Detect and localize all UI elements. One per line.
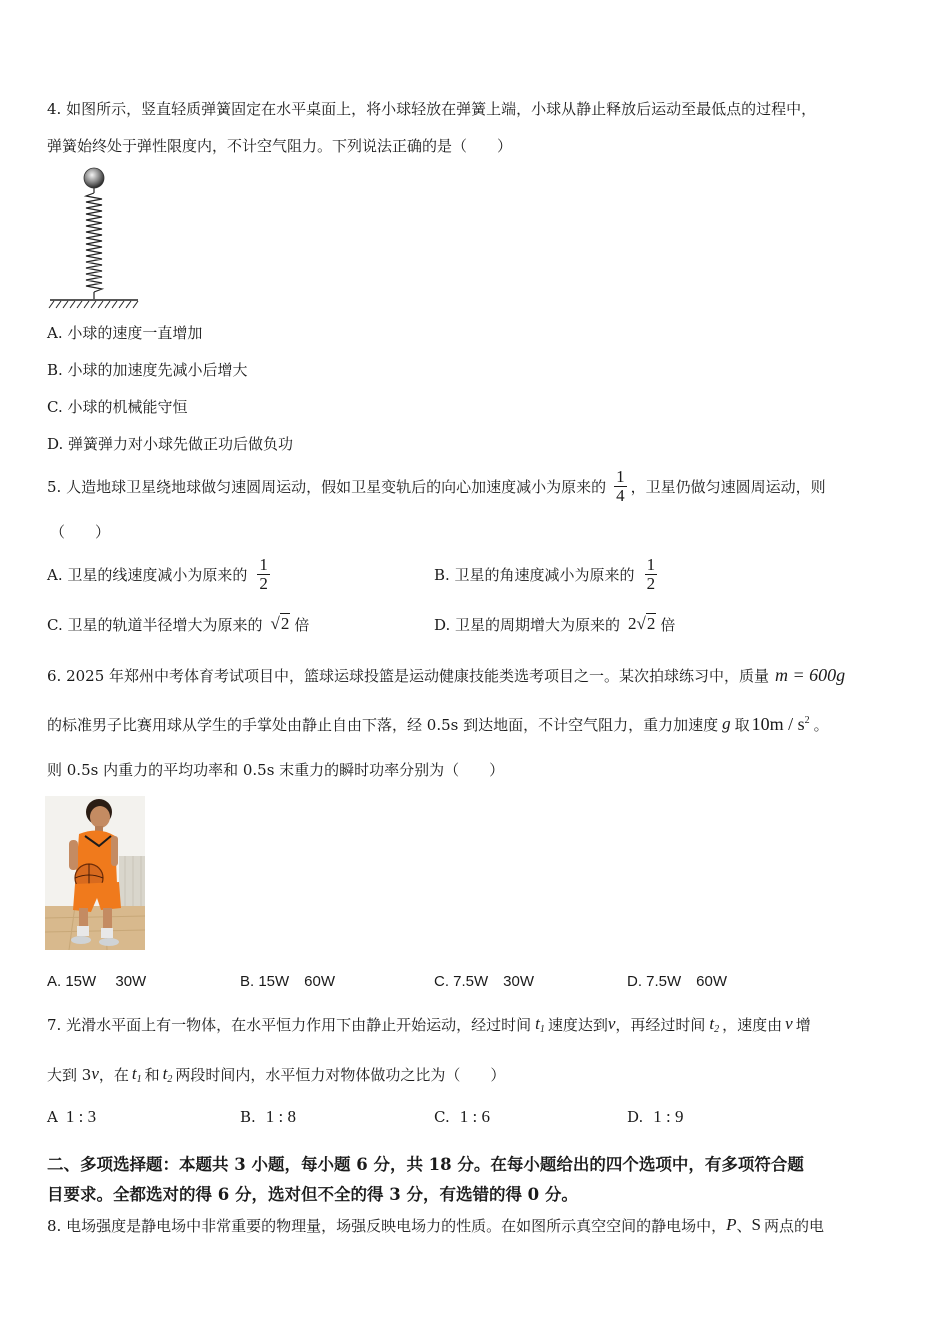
ball-icon (84, 168, 104, 188)
q5-c-radicand: 2 (280, 614, 290, 633)
q5-fraction (614, 468, 627, 505)
q7-v2-symbol: v (785, 1014, 793, 1033)
q7-t2-symbol: t (709, 1013, 715, 1033)
q6-line3: 则 0.5s 内重力的平均功率和 0.5s 末重力的瞬时功率分别为（ ） (47, 761, 505, 779)
q7-line1-mid: 速度达到 (547, 1015, 608, 1034)
q8-line1 (47, 1213, 824, 1237)
q7-line1-mid2: ，再经过时间 (615, 1015, 706, 1034)
q5-option-a-fraction (257, 556, 270, 593)
q7-option-c-label: C. (434, 1108, 450, 1126)
q4-line1: 4. 如图所示，竖直轻质弹簧固定在水平桌面上，将小球轻放在弹簧上端，小球从静止释放后运动至最低点的过程中， (47, 100, 817, 118)
q7-line2-mid: ，在 (98, 1065, 129, 1084)
q8-point-p: P (726, 1215, 737, 1234)
q5-d-radicand: 2 (646, 614, 656, 633)
q6-option-c: C. 7.5W 30W (434, 973, 535, 990)
q5-text-post: ，卫星仍做匀速圆周运动，则 (630, 477, 826, 496)
q5-option-b-fraction (645, 556, 658, 593)
q8-point-s: S (751, 1215, 761, 1234)
q7-option-b-value: 1 : 8 (265, 1107, 297, 1126)
q5-option-a-text: A. 卫星的线速度减小为原来的 (47, 565, 248, 584)
spring-icon (86, 193, 102, 292)
q7-option-b (240, 1104, 296, 1130)
q5-a-den: 2 (259, 573, 268, 593)
q5-option-b-text: B. 卫星的角速度减小为原来的 (434, 565, 635, 584)
q6-g-exponent: 2 (804, 714, 810, 726)
q7-option-d (627, 1104, 684, 1130)
q6-mass-expression: m = 600g (775, 664, 846, 685)
q7-line2-and: 和 (144, 1065, 160, 1084)
q6-line2-text: 的标准男子比赛用球从学生的手掌处由静止自由下落，经 0.5s 到达地面，不计空气阻力，重力加速度 (47, 715, 719, 734)
q5-option-c (47, 610, 309, 638)
basketball-player-photo (45, 796, 145, 950)
q7-line2 (47, 1061, 505, 1087)
q7-v3-symbol: v (91, 1064, 99, 1083)
q7-option-a (47, 1104, 96, 1130)
q4-line2: 弹簧始终处于弹性限度内，不计空气阻力。下列说法正确的是（ ） (47, 137, 513, 155)
q7-t4-symbol: t (162, 1063, 168, 1083)
q5-a-num: 1 (259, 554, 268, 574)
q6-line2 (47, 711, 829, 737)
q5-b-den: 2 (646, 573, 656, 593)
q7-t2-sub: 2 (714, 1023, 720, 1035)
q5-option-d-sqrt: √2 (636, 614, 656, 633)
section-2-heading-line1: 二、多项选择题：本题共 3 小题，每小题 6 分，共 18 分。在每小题给出的四个选项中，有多项符合题 (47, 1155, 804, 1174)
q5-option-c-text: C. 卫星的轨道半径增大为原来的 (47, 615, 263, 634)
q7-option-b-label: B. (240, 1108, 256, 1126)
q5-option-c-sqrt: √2 (270, 614, 290, 633)
q7-option-d-label: D. (627, 1108, 644, 1126)
q7-option-c (434, 1104, 490, 1130)
q4-option-a: A. 小球的速度一直增加 (47, 324, 203, 342)
q7-t3 (132, 1064, 142, 1085)
q7-option-a-label: A (47, 1108, 58, 1126)
q5-option-a (47, 552, 274, 596)
q7-t1 (535, 1014, 545, 1035)
q8-line1-text: 8. 电场强度是静电场中非常重要的物理量，场强反映电场力的性质。在如图所示真空空间的静电场中， (47, 1216, 727, 1235)
q7-t4 (163, 1064, 173, 1085)
q5-frac-den: 4 (616, 485, 625, 505)
q5-text-pre: 5. 人造地球卫星绕地球做匀速圆周运动，假如卫星变轨后的向心加速度减小为原来的 (47, 477, 607, 496)
q8-line1-post: 两点的电 (763, 1216, 824, 1235)
q5-frac-num: 1 (616, 466, 625, 486)
q4-option-d: D. 弹簧弹力对小球先做正功后做负功 (47, 435, 294, 453)
q6-g-value (752, 714, 810, 735)
q7-line1-post: ，速度由 (722, 1015, 783, 1034)
q7-option-d-value: 1 : 9 (653, 1107, 684, 1126)
q7-option-c-value: 1 : 6 (459, 1107, 490, 1126)
section-2-heading-line2: 目要求。全都选对的得 6 分，选对但不全的得 3 分，有选错的得 0 分。 (47, 1185, 578, 1204)
q4-option-b: B. 小球的加速度先减小后增大 (47, 361, 248, 379)
q5-option-b (434, 552, 661, 596)
q7-t1-sub: 1 (539, 1023, 545, 1035)
q7-t3-symbol: t (131, 1063, 137, 1083)
q6-line2-end: 。 (813, 715, 829, 734)
q7-line2-pre: 大到 3 (47, 1065, 92, 1084)
q7-line1-text: 7. 光滑水平面上有一物体，在水平恒力作用下由静止开始运动，经过时间 (47, 1015, 532, 1034)
q7-t1-symbol: t (535, 1013, 540, 1033)
q7-line1 (47, 1011, 811, 1037)
q5-option-d-post: 倍 (660, 615, 676, 634)
q6-option-d: D. 7.5W 60W (627, 973, 728, 990)
spring-ball-figure (46, 163, 142, 313)
q7-line1-end: 增 (795, 1015, 811, 1034)
q5-line1 (47, 464, 826, 508)
q7-t4-sub: 2 (167, 1073, 173, 1085)
q6-g-take: 取 (734, 715, 750, 734)
q5-b-num: 1 (646, 554, 656, 574)
q8-separator: 、 (736, 1216, 752, 1235)
q7-t2 (709, 1014, 719, 1035)
q5-option-d (434, 610, 675, 638)
q5-line2: （ ） (50, 523, 111, 541)
q7-option-a-value: 1 : 3 (65, 1107, 97, 1126)
q6-g-symbol: g (722, 714, 731, 733)
q5-d-coef: 2 (628, 614, 637, 633)
q6-option-b: B. 15W 60W (240, 973, 336, 990)
q7-t3-sub: 1 (136, 1073, 142, 1085)
q6-g-value-text: 10m / s (751, 713, 805, 734)
q6-line1-text: 6. 2025 年郑州中考体育考试项目中，篮球运球投篮是运动健康技能类选考项目之一。某次拍球练习中，质量 (47, 666, 770, 685)
q7-line2-post: 两段时间内，水平恒力对物体做功之比为（ ） (175, 1065, 506, 1084)
q7-v-symbol: v (607, 1014, 616, 1033)
q5-option-c-post: 倍 (294, 615, 310, 634)
q4-option-c: C. 小球的机械能守恒 (47, 398, 188, 416)
q6-line1 (47, 663, 845, 687)
q5-option-d-text: D. 卫星的周期增大为原来的 (434, 615, 621, 634)
q6-option-a: A. 15W 30W (47, 973, 147, 990)
